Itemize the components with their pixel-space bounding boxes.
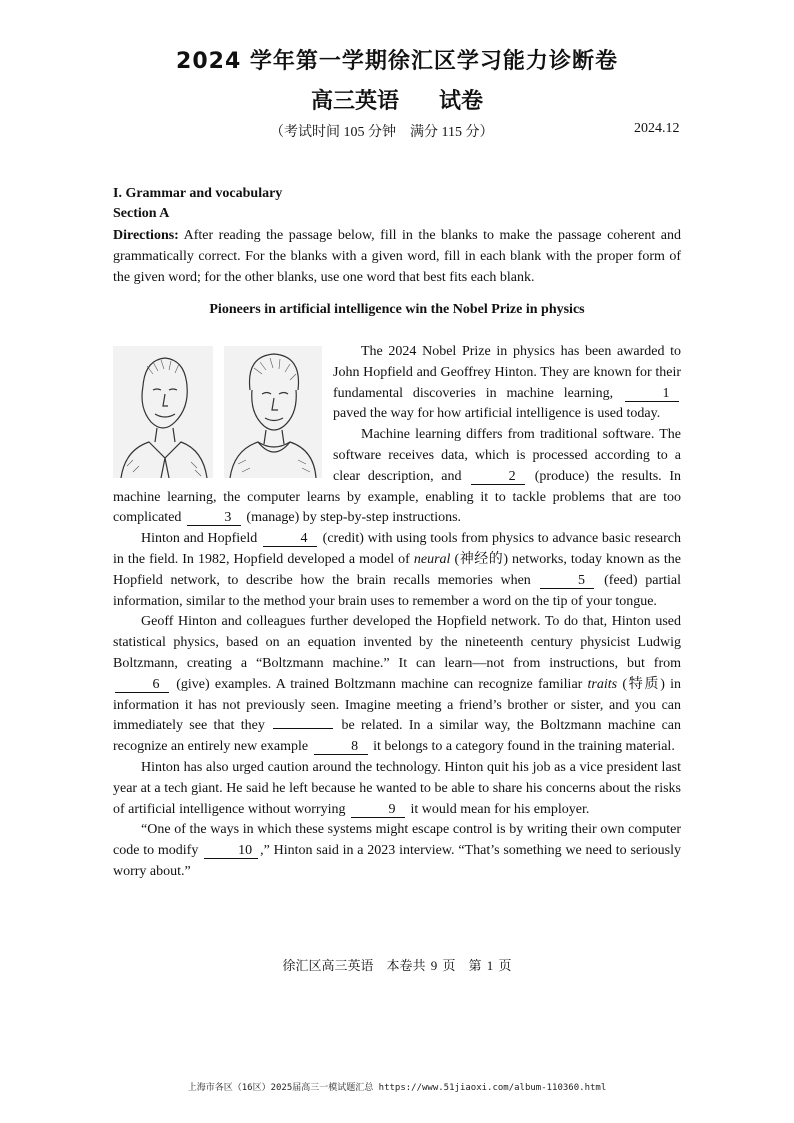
blank-3[interactable]: 3 <box>187 510 241 526</box>
italic-term: neural <box>413 551 451 567</box>
blank-10[interactable]: 10 <box>204 843 258 859</box>
directions-label: Directions: <box>113 228 179 243</box>
text-run: Hinton and Hopfield <box>141 531 261 547</box>
portrait-spacer <box>113 342 333 476</box>
blank-9[interactable]: 9 <box>351 802 405 818</box>
exam-subtitle <box>0 84 794 115</box>
section-heading: Section A <box>113 206 170 221</box>
text-run: (神经的) networks, today known as the Hopfield network, to describe how the brain recalls memories when <box>113 551 681 588</box>
italic-term: traits <box>587 676 618 692</box>
paper-type-label: 试卷 <box>439 89 484 114</box>
blank-2[interactable]: 2 <box>471 469 525 485</box>
blank-8[interactable]: 8 <box>314 739 368 755</box>
passage-paragraph-4 <box>113 612 681 758</box>
text-run: Geoff Hinton and colleagues further developed the Hopfield network. To do that, Hinton used statistical physics, based on an equation invented by the nineteenth century physicist Ludwig Boltzmann, creating a “Boltzmann machine.” It can learn—not from instructions, but from <box>113 614 681 671</box>
blank-4[interactable]: 4 <box>263 531 317 547</box>
part-heading: I. Grammar and vocabulary <box>113 186 283 201</box>
source-link[interactable]: 上海市各区（16区）2025届高三一模试题汇总 https://www.51jiaoxi.com/album-110360.html <box>187 1083 607 1093</box>
passage-body <box>113 342 681 883</box>
text-run: (feed) partial information, similar to the method your brain uses to remember a word on the tip of your tongue. <box>113 572 681 609</box>
blank-7[interactable] <box>273 728 333 729</box>
text-run: paved the way for how artificial intelligence is used today. <box>333 406 661 422</box>
text-run: (credit) with using tools from physics to advance basic research in the field. In 1982, Hopfield developed a model of <box>113 531 681 567</box>
text-run: be related. In a similar way, the Boltzmann machine can recognize an entirely new example <box>113 718 682 755</box>
passage-paragraph-6 <box>113 820 681 882</box>
blank-1[interactable]: 1 <box>625 386 679 402</box>
exam-date: 2024.12 <box>634 121 680 136</box>
subject-label: 高三英语 <box>310 89 399 114</box>
text-run: (produce) the results. In machine learning, the computer learns by example, enabling it to tackle problems that are too complicated <box>113 468 681 526</box>
text-run: it belongs to a category found in the training material. <box>369 739 675 755</box>
page-footer: 徐汇区高三英语 本卷共 9 页 第 1 页 <box>282 958 512 973</box>
blank-5[interactable]: 5 <box>540 573 594 589</box>
text-run: The 2024 Nobel Prize in physics has been awarded to John Hopfield and Geoffrey Hinton. They are known for their fundamental discoveries in machine learning, <box>333 344 681 401</box>
passage-paragraph-5 <box>113 758 681 820</box>
passage-title: Pioneers in artificial intelligence win the Nobel Prize in physics <box>209 302 585 317</box>
text-run: (give) examples. A trained Boltzmann machine can recognize familiar <box>171 676 588 692</box>
text-run: Machine learning differs from traditional software. The software receives data, which is processed according to a clear description, and <box>333 427 681 484</box>
text-run: Hinton has also urged caution around the technology. Hinton quit his job as a vice president last year at a tech giant. He said he left because he wanted to be able to share his concerns about the risks of artificial intelligence without worrying <box>113 759 681 817</box>
exam-info: （考试时间 105 分钟 满分 115 分） <box>270 125 494 140</box>
passage-paragraph-3 <box>113 529 681 612</box>
text-run: it would mean for his employer. <box>406 801 590 817</box>
text-run: ,” Hinton said in a 2023 interview. “That’s something we need to seriously worry about.” <box>113 843 682 879</box>
exam-title: 2024 学年第一学期徐汇区学习能力诊断卷 <box>176 49 618 74</box>
text-run: (manage) by step-by-step instructions. <box>242 510 462 526</box>
blank-6[interactable]: 6 <box>115 677 169 693</box>
text-run: “One of the ways in which these systems might escape control is by writing their own computer code to modify <box>113 822 681 859</box>
text-run: (特质) in information it has not previously seen. Imagine meeting a friend’s brother or sister, and you can immediately see that they <box>113 676 681 734</box>
directions <box>113 226 681 288</box>
directions-text: After reading the passage below, fill in the blanks to make the passage coherent and grammatically correct. For the blanks with a given word, fill in each blank with the proper form of the given word; for the other blanks, use one word that best fits each blank. <box>113 228 681 285</box>
